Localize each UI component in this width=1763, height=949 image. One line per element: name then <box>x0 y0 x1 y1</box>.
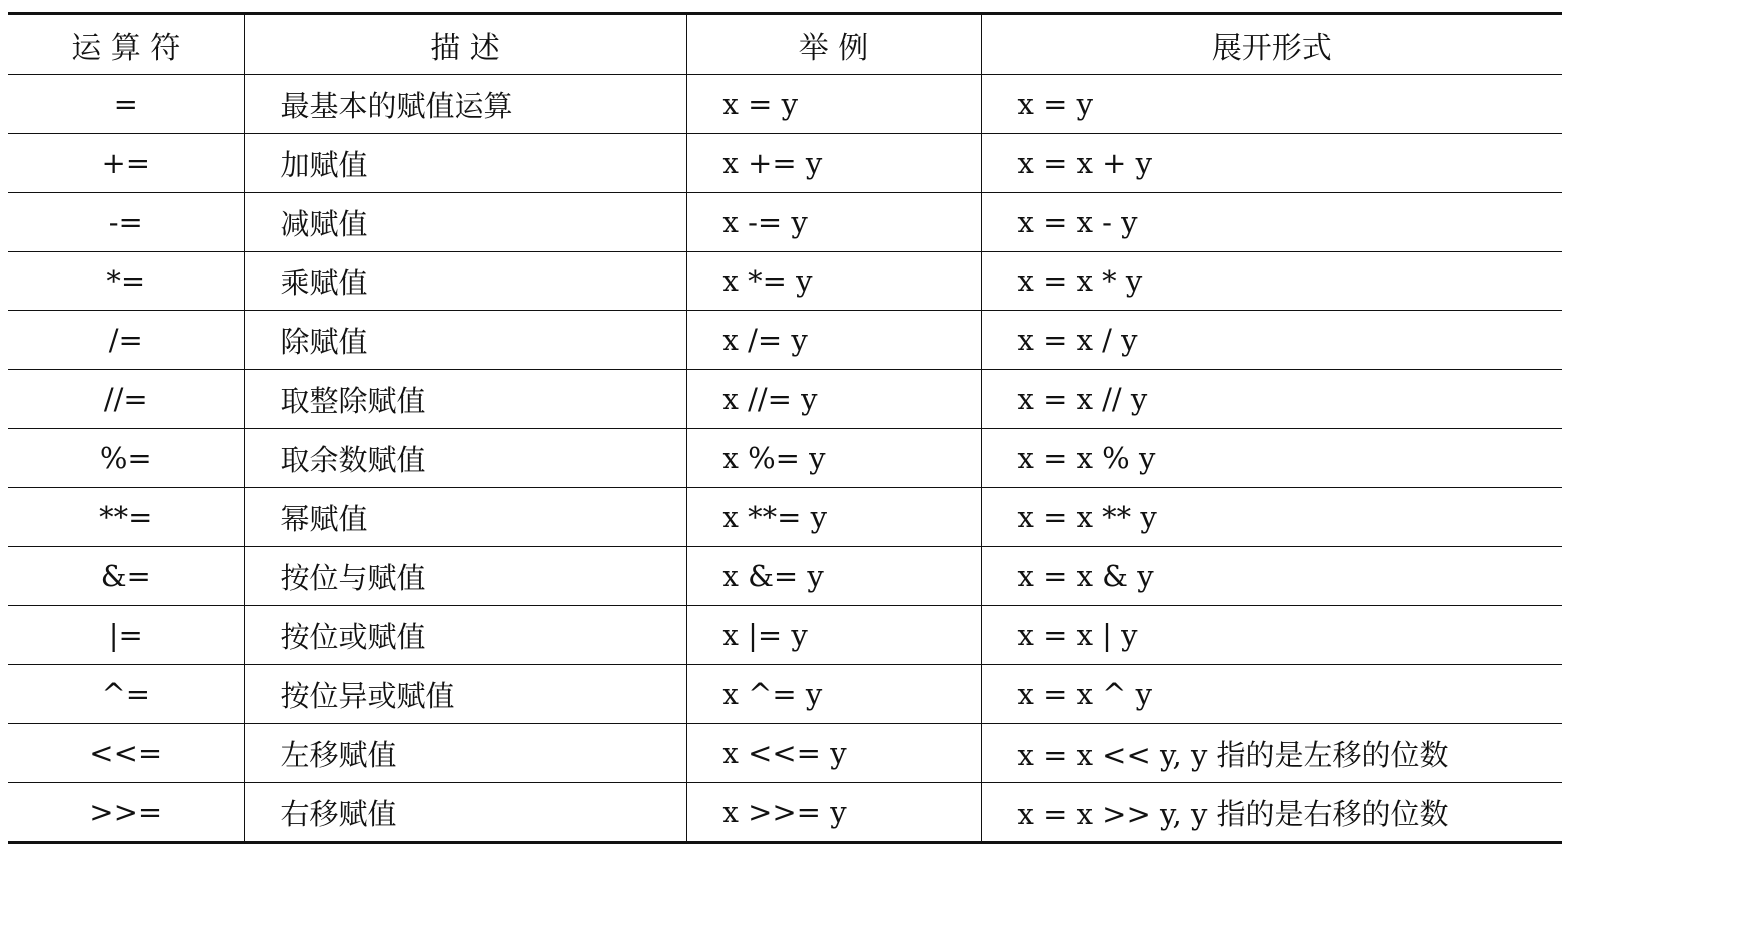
operator-cell: *= <box>8 252 244 311</box>
expanded-cell: x = x - y <box>981 193 1562 252</box>
description-cell: 按位与赋值 <box>244 547 686 606</box>
example-cell: x = y <box>686 75 981 134</box>
example-cell: x /= y <box>686 311 981 370</box>
table-row <box>8 311 1562 370</box>
example-cell: x <<= y <box>686 724 981 783</box>
header-expanded: 展开形式 <box>981 14 1562 75</box>
header-example: 举 例 <box>686 14 981 75</box>
header-row <box>8 14 1562 75</box>
operator-cell: |= <box>8 606 244 665</box>
description-cell: 加赋值 <box>244 134 686 193</box>
example-cell: x **= y <box>686 488 981 547</box>
expanded-cell: x = x >> y, y 指的是右移的位数 <box>981 783 1562 843</box>
header-description: 描 述 <box>244 14 686 75</box>
assignment-operators-table <box>8 12 1562 844</box>
example-cell: x -= y <box>686 193 981 252</box>
expanded-cell: x = x | y <box>981 606 1562 665</box>
operator-cell: = <box>8 75 244 134</box>
description-cell: 按位或赋值 <box>244 606 686 665</box>
expanded-cell: x = y <box>981 75 1562 134</box>
table-header <box>8 14 1562 75</box>
expanded-cell: x = x & y <box>981 547 1562 606</box>
table-body <box>8 75 1562 843</box>
table-row <box>8 665 1562 724</box>
operator-cell: &= <box>8 547 244 606</box>
table-row <box>8 134 1562 193</box>
table-row <box>8 606 1562 665</box>
header-operator: 运 算 符 <box>8 14 244 75</box>
expanded-cell: x = x / y <box>981 311 1562 370</box>
description-cell: 减赋值 <box>244 193 686 252</box>
example-cell: x ^= y <box>686 665 981 724</box>
expanded-cell: x = x ^ y <box>981 665 1562 724</box>
table-row <box>8 75 1562 134</box>
operator-cell: //= <box>8 370 244 429</box>
table-row <box>8 252 1562 311</box>
table-row <box>8 193 1562 252</box>
example-cell: x %= y <box>686 429 981 488</box>
table-row <box>8 488 1562 547</box>
example-cell: x >>= y <box>686 783 981 843</box>
example-cell: x //= y <box>686 370 981 429</box>
example-cell: x |= y <box>686 606 981 665</box>
operator-cell: -= <box>8 193 244 252</box>
operator-cell: >>= <box>8 783 244 843</box>
expanded-cell: x = x ** y <box>981 488 1562 547</box>
operator-cell: <<= <box>8 724 244 783</box>
description-cell: 取余数赋值 <box>244 429 686 488</box>
example-cell: x += y <box>686 134 981 193</box>
table-row <box>8 429 1562 488</box>
example-cell: x *= y <box>686 252 981 311</box>
description-cell: 幂赋值 <box>244 488 686 547</box>
description-cell: 乘赋值 <box>244 252 686 311</box>
table-row <box>8 724 1562 783</box>
description-cell: 最基本的赋值运算 <box>244 75 686 134</box>
expanded-cell: x = x % y <box>981 429 1562 488</box>
description-cell: 取整除赋值 <box>244 370 686 429</box>
table-row <box>8 370 1562 429</box>
operator-cell: %= <box>8 429 244 488</box>
operator-cell: **= <box>8 488 244 547</box>
expanded-cell: x = x * y <box>981 252 1562 311</box>
table-row <box>8 783 1562 843</box>
description-cell: 除赋值 <box>244 311 686 370</box>
description-cell: 右移赋值 <box>244 783 686 843</box>
operator-cell: /= <box>8 311 244 370</box>
expanded-cell: x = x // y <box>981 370 1562 429</box>
table-row <box>8 547 1562 606</box>
operator-cell: ^= <box>8 665 244 724</box>
expanded-cell: x = x + y <box>981 134 1562 193</box>
description-cell: 左移赋值 <box>244 724 686 783</box>
description-cell: 按位异或赋值 <box>244 665 686 724</box>
operator-cell: += <box>8 134 244 193</box>
example-cell: x &= y <box>686 547 981 606</box>
expanded-cell: x = x << y, y 指的是左移的位数 <box>981 724 1562 783</box>
